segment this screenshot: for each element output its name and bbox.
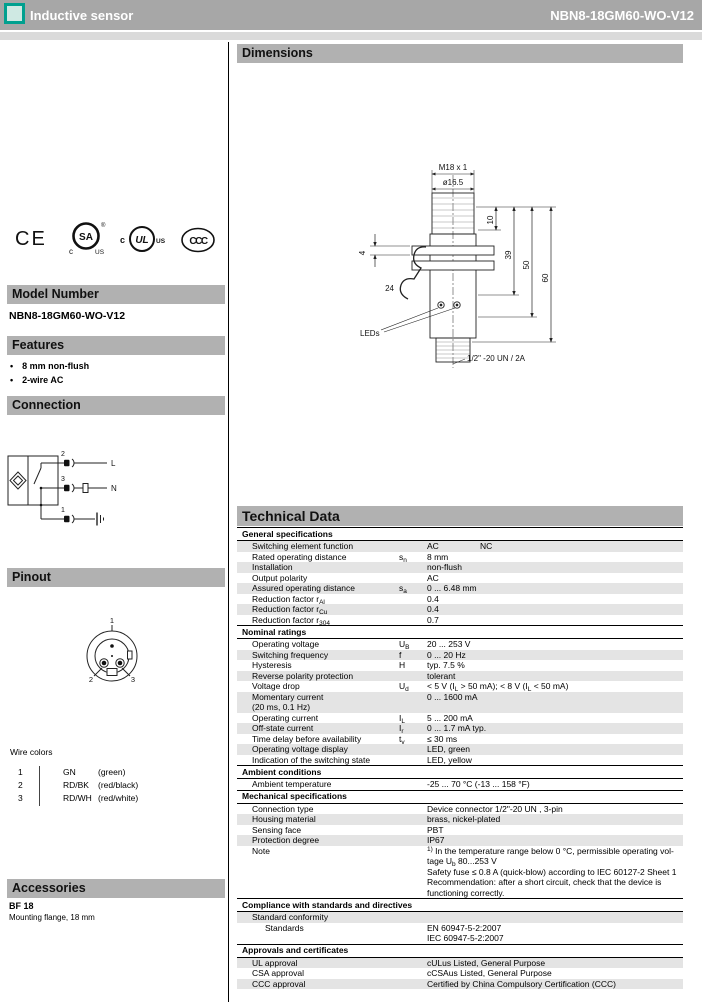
csa-us-text: US xyxy=(95,249,105,256)
spec-row xyxy=(237,734,683,745)
accessory-code: BF 18 xyxy=(9,901,34,911)
spec-value xyxy=(427,541,683,552)
wire-color-row xyxy=(10,779,138,792)
section-heading-pinout: Pinout xyxy=(7,568,225,587)
spec-label: Momentary current (20 ms, 0.1 Hz) xyxy=(252,691,324,712)
spec-row xyxy=(237,650,683,661)
spec-value: 20 ... 253 V xyxy=(427,639,471,649)
brand-square-icon xyxy=(4,3,25,24)
spec-symbol xyxy=(399,573,427,584)
spec-value-part: AC xyxy=(427,541,439,551)
spec-row xyxy=(237,660,683,671)
spec-label: Off-state current xyxy=(252,723,314,733)
wire-color-detail xyxy=(39,779,138,792)
spec-row xyxy=(237,671,683,682)
csa-registered-text: ® xyxy=(101,223,106,229)
spec-symbol xyxy=(399,594,427,605)
feature-item-label: 2-wire AC xyxy=(22,375,64,385)
connection-pin1-label: 1 xyxy=(61,507,65,514)
section-heading-model-number: Model Number xyxy=(7,285,225,304)
spec-value: 0.7 xyxy=(427,614,439,625)
connection-line-label: L xyxy=(111,459,116,468)
dim-diameter-label: ø16.5 xyxy=(442,178,464,187)
wire-color-name: (red/black) xyxy=(98,780,139,791)
spec-row xyxy=(237,814,683,825)
table-section-header: General specifications xyxy=(237,527,683,541)
spec-symbol xyxy=(399,562,427,573)
model-number-value: NBN8-18GM60-WO-V12 xyxy=(9,310,126,322)
wire-colors-table xyxy=(10,766,138,806)
section-heading-accessories: Accessories xyxy=(7,879,225,898)
spec-row xyxy=(237,692,683,713)
ul-mark-text: UL xyxy=(135,235,149,246)
spec-label: Assured operating distance xyxy=(252,583,356,593)
table-section-header: Approvals and certificates xyxy=(237,944,683,958)
spec-symbol xyxy=(399,923,427,944)
wire-pin-number: 3 xyxy=(18,793,23,804)
spec-value: < 5 V ($I_L > 50$ mA); < 8 V ($I_L < 50$ mA) xyxy=(427,681,569,693)
spec-label: Connection type xyxy=(252,803,314,814)
spec-label: Switching frequency xyxy=(252,649,329,660)
spec-value: 0.4 xyxy=(427,604,439,614)
header-divider-strip xyxy=(0,32,702,40)
section-heading-dimensions: Dimensions xyxy=(237,44,683,63)
spec-row xyxy=(237,835,683,846)
spec-label: UL approval xyxy=(252,957,298,968)
spec-label: Voltage drop xyxy=(252,681,300,691)
spec-value: brass, nickel-plated xyxy=(427,814,501,824)
pinout-pin2-label: 2 xyxy=(88,675,94,684)
section-heading-connection: Connection xyxy=(7,396,225,415)
spec-symbol xyxy=(399,814,427,825)
dim-39-label: 39 xyxy=(504,250,513,260)
dim-bottom-thread-label: 1/2" -20 UN / 2A xyxy=(467,354,525,363)
spec-row xyxy=(237,744,683,755)
dim-50-label: 50 xyxy=(522,260,531,270)
spec-label: Output polarity xyxy=(252,572,308,583)
spec-value: cULus Listed, General Purpose xyxy=(427,957,546,968)
spec-symbol xyxy=(399,825,427,836)
connector-pin-icon xyxy=(64,516,70,522)
spec-value: 0 ... 1600 mA xyxy=(427,691,478,702)
csa-mark-icon xyxy=(64,220,110,258)
connection-diagram xyxy=(7,443,119,538)
spec-symbol xyxy=(399,779,427,790)
dim-4-label: 4 xyxy=(358,250,367,256)
section-heading-features: Features xyxy=(7,336,225,355)
table-section-header: Nominal ratings xyxy=(237,625,683,639)
connector-pin-icon xyxy=(64,485,70,491)
spec-row xyxy=(237,713,683,724)
spec-symbol xyxy=(399,541,427,552)
features-list xyxy=(10,359,89,387)
spec-value: 0 ... 20 Hz xyxy=(427,649,466,660)
page-title: Inductive sensor xyxy=(30,7,134,23)
spec-label: Reduction factor $r_{Al}$ xyxy=(252,593,325,606)
table-section-header: Ambient conditions xyxy=(237,765,683,779)
pinout-pin1-label: 1 xyxy=(109,616,115,625)
spec-row xyxy=(237,639,683,650)
spec-label: Housing material xyxy=(252,814,316,824)
spec-value: EN 60947-5-2:2007 IEC 60947-5-2:2007 xyxy=(427,922,504,943)
spec-value-part: NC xyxy=(480,541,493,551)
spec-value: 0 ... 6.48 mm xyxy=(427,583,477,593)
spec-label: Reverse polarity protection xyxy=(252,670,354,681)
ul-us-text: US xyxy=(156,238,166,245)
spec-symbol: $U_B$ xyxy=(399,639,410,651)
spec-label: Installation xyxy=(252,562,293,572)
pinout-diagram xyxy=(79,612,147,688)
spec-label: Reduction factor $r_{Cu}$ xyxy=(252,604,328,616)
spec-value: PBT xyxy=(427,824,444,835)
spec-row xyxy=(237,804,683,815)
feature-item xyxy=(10,359,89,373)
connection-pin3-label: 3 xyxy=(61,476,65,483)
spec-symbol: f xyxy=(399,649,402,660)
ul-c-text: c xyxy=(120,235,126,245)
spec-label: Indication of the switching state xyxy=(252,754,371,765)
wire-color-row xyxy=(10,766,138,779)
spec-row xyxy=(237,779,683,790)
spec-row xyxy=(237,825,683,836)
pinout-pin3-label: 3 xyxy=(130,675,136,684)
spec-label: Note xyxy=(252,845,270,856)
spec-row xyxy=(237,573,683,584)
spec-value: -25 ... 70 °C (-13 ... 158 °F) xyxy=(427,779,530,789)
spec-symbol xyxy=(399,671,427,682)
spec-symbol xyxy=(399,958,427,969)
spec-label: CSA approval xyxy=(252,968,304,978)
spec-label: Ambient temperature xyxy=(252,779,332,789)
spec-label: Reduction factor $r_{304}$ xyxy=(252,614,330,627)
spec-row xyxy=(237,552,683,563)
spec-value: cCSAus Listed, General Purpose xyxy=(427,968,552,978)
dim-leds-label: LEDs xyxy=(360,329,380,338)
spec-value xyxy=(427,912,683,923)
spec-symbol xyxy=(399,846,427,899)
spec-row xyxy=(237,723,683,734)
spec-symbol xyxy=(399,615,427,626)
spec-row xyxy=(237,846,683,899)
spec-symbol xyxy=(399,979,427,990)
spec-label: Switching element function xyxy=(252,541,354,551)
technical-data-table xyxy=(237,527,683,989)
spec-label: Operating voltage display xyxy=(252,744,348,754)
spec-value: 0.4 xyxy=(427,593,439,604)
spec-row xyxy=(237,968,683,979)
pin2-dot-icon xyxy=(102,661,107,666)
spec-row xyxy=(237,755,683,766)
dim-10-label: 10 xyxy=(486,215,495,225)
spec-symbol xyxy=(399,755,427,766)
spec-value: LED, yellow xyxy=(427,754,472,765)
spec-symbol xyxy=(399,744,427,755)
section-heading-technical-data: Technical Data xyxy=(237,506,683,526)
wire-pin-number: 1 xyxy=(18,767,23,777)
spec-row xyxy=(237,979,683,990)
spec-label: Time delay before availability xyxy=(252,733,362,744)
feature-item xyxy=(10,373,89,387)
dim-wrench-size-label: 24 xyxy=(385,284,394,293)
connection-pin2-label: 2 xyxy=(61,451,65,458)
spec-row xyxy=(237,681,683,692)
dimension-drawing xyxy=(348,160,568,372)
pin3-dot-icon xyxy=(118,661,123,666)
wire-color-code: RD/WH xyxy=(63,793,92,804)
spec-value: Device connector 1/2"-20 UN , 3-pin xyxy=(427,803,563,814)
ccc-mark-text: CCC xyxy=(189,236,207,247)
spec-symbol: $s_n$ xyxy=(399,551,407,564)
spec-row xyxy=(237,912,683,923)
spec-label: Operating voltage xyxy=(252,639,320,649)
spec-symbol xyxy=(399,604,427,615)
ce-mark-icon xyxy=(14,224,54,252)
wire-color-name: (green) xyxy=(98,767,126,777)
spec-symbol xyxy=(399,968,427,979)
spec-value: Certified by China Compulsory Certification (CCC) xyxy=(427,978,616,989)
spec-label: CCC approval xyxy=(252,978,306,989)
spec-row xyxy=(237,583,683,594)
spec-row xyxy=(237,958,683,969)
spec-label: Sensing face xyxy=(252,824,302,835)
ul-mark-icon xyxy=(118,224,166,256)
switch-blade-icon xyxy=(34,468,41,484)
spec-value: ≤ 30 ms xyxy=(427,733,458,744)
spec-symbol xyxy=(399,804,427,815)
spec-row xyxy=(237,594,683,605)
dim-thread-label: M18 x 1 xyxy=(438,163,468,172)
spec-label: Rated operating distance xyxy=(252,551,347,562)
spec-label: Standard conformity xyxy=(252,912,329,922)
dim-60-label: 60 xyxy=(541,273,550,283)
connection-neutral-label: N xyxy=(111,484,117,493)
wire-color-detail xyxy=(39,766,125,779)
spec-symbol: H xyxy=(399,660,406,670)
spec-row xyxy=(237,562,683,573)
top-header xyxy=(0,0,702,30)
spec-symbol xyxy=(399,835,427,846)
wire-color-code: RD/BK xyxy=(63,780,89,791)
column-separator-line xyxy=(228,42,229,1002)
wire-color-detail xyxy=(39,792,138,805)
csa-mark-text: SA xyxy=(79,232,93,243)
spec-row xyxy=(237,923,683,944)
pin1-dot-icon xyxy=(110,644,114,648)
spec-label: Operating current xyxy=(252,712,319,723)
spec-value: typ. 7.5 % xyxy=(427,660,465,670)
spec-value: tolerant xyxy=(427,670,456,681)
spec-value: IP67 xyxy=(427,835,445,845)
csa-c-text: c xyxy=(69,247,73,256)
sensor-symbol-icon xyxy=(10,472,26,489)
spec-value: AC xyxy=(427,572,439,583)
load-symbol-icon xyxy=(83,484,88,493)
wire-pin-number: 2 xyxy=(18,780,23,791)
spec-symbol xyxy=(399,912,427,923)
feature-item-label: 8 mm non-flush xyxy=(22,361,90,371)
wire-colors-heading: Wire colors xyxy=(10,747,53,757)
spec-symbol xyxy=(399,692,427,713)
ce-mark-text: CE xyxy=(15,228,47,250)
spec-label: Protection degree xyxy=(252,835,320,845)
connector-pin-icon xyxy=(64,460,70,466)
spec-symbol: $U_d$ xyxy=(399,681,409,693)
spec-symbol: $I_r$ xyxy=(399,723,404,735)
spec-symbol: $I_L$ xyxy=(399,712,405,725)
wire-color-code: GN xyxy=(63,767,76,777)
spec-label: Hysteresis xyxy=(252,660,292,670)
accessory-description: Mounting flange, 18 mm xyxy=(9,913,95,922)
spec-value: LED, green xyxy=(427,744,470,754)
spec-row xyxy=(237,604,683,615)
table-section-header: Mechanical specifications xyxy=(237,790,683,804)
spec-label: Standards xyxy=(265,922,304,933)
spec-value: non-flush xyxy=(427,562,462,572)
ccc-mark-icon xyxy=(176,226,222,254)
spec-value: $^{1)}$ In the temperature range below 0 °C, permissible operating vol- tage $U_b$ 80...253 V Safety fuse ≤ 0.8 A (quick-blow) according to IEC 60127-2 Sheet 1 Recommendation: after a short circuit, check that the device is functioning correctly. xyxy=(427,845,677,898)
spec-row xyxy=(237,541,683,552)
table-section-header: Compliance with standards and directives xyxy=(237,898,683,912)
spec-symbol: $t_v$ xyxy=(399,733,405,746)
spec-value: 8 mm xyxy=(427,551,449,562)
spec-value: 5 ... 200 mA xyxy=(427,712,473,723)
spec-value: 0 ... 1.7 mA typ. xyxy=(427,723,487,733)
wire-color-name: (red/white) xyxy=(98,793,139,804)
spec-row xyxy=(237,615,683,626)
header-model-number: NBN8-18GM60-WO-V12 xyxy=(550,7,694,23)
spec-symbol: $s_a$ xyxy=(399,583,407,595)
wire-color-row xyxy=(10,792,138,805)
